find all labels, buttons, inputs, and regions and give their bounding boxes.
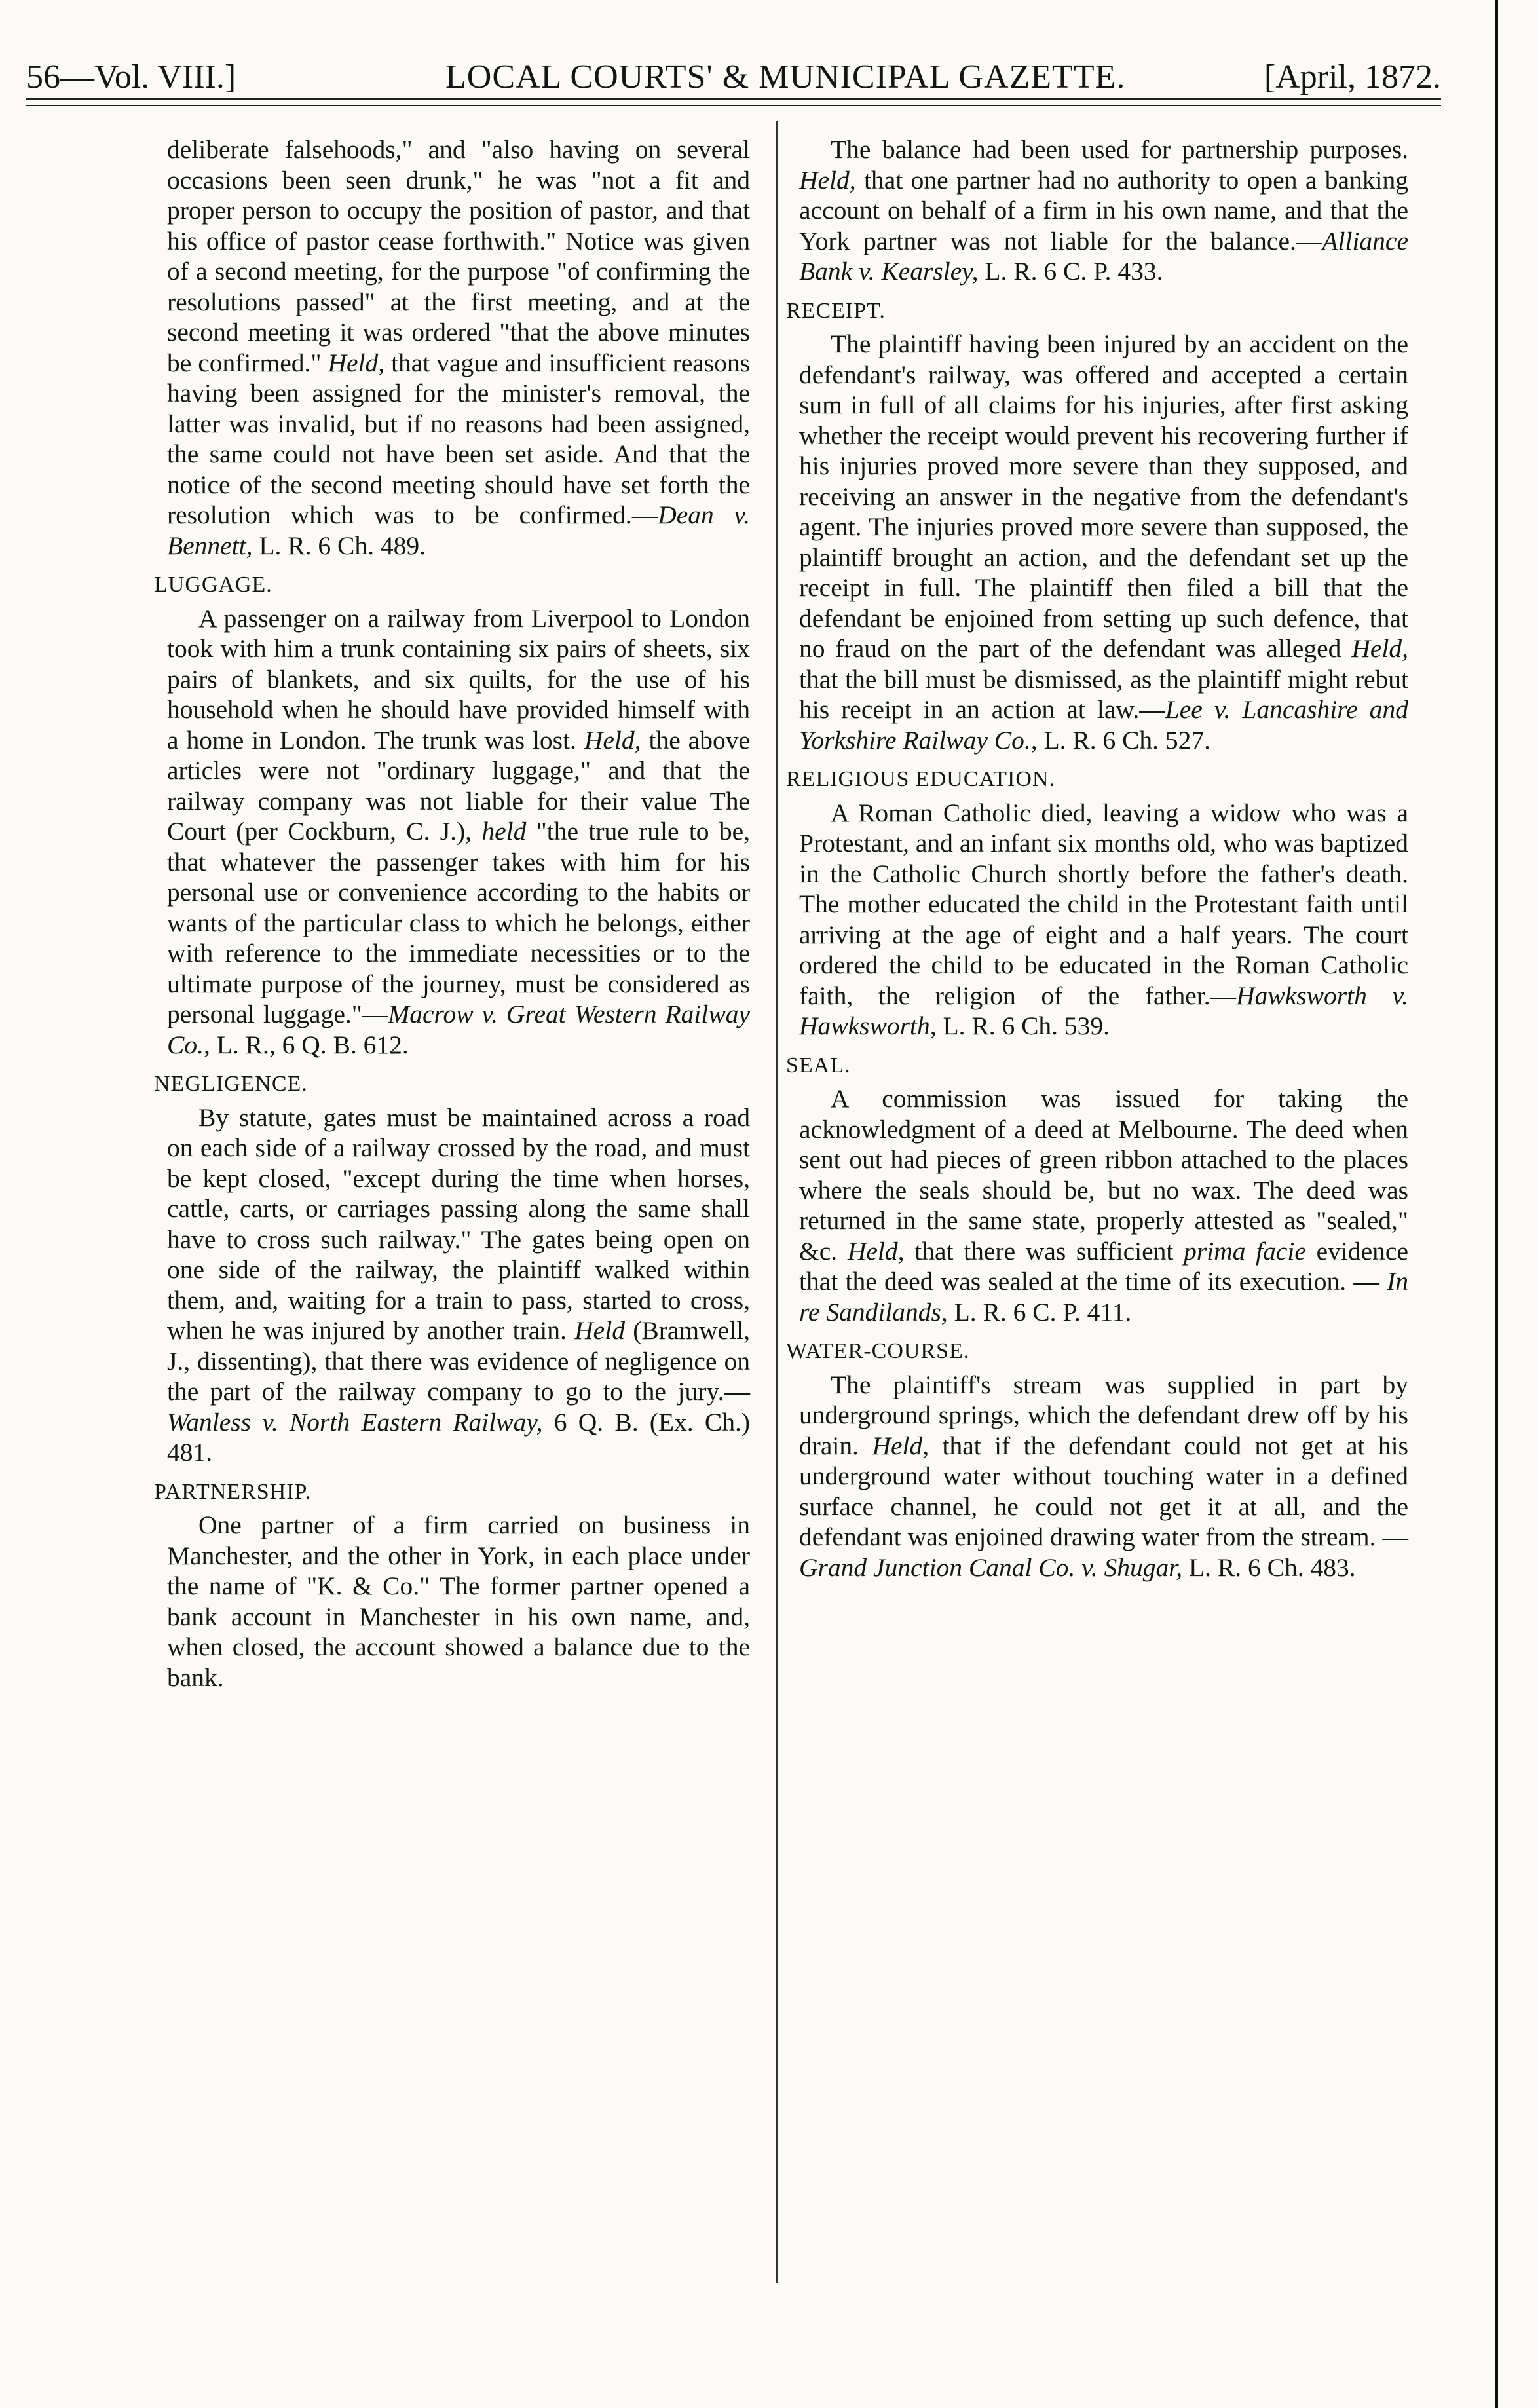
paragraph-text: One partner of a firm carried on business in Manchester, and the other in York, in each place under the name of "K. & Co." The former partner opened a bank account in Manchester in his own name, and, when closed, the account showed a balance due to the bank. — [167, 1511, 750, 1692]
latin-phrase: prima facie — [1184, 1236, 1306, 1266]
digest-paragraph — [799, 134, 1408, 287]
case-citation: 6 Q. B. (Ex. Ch.) 481. — [167, 1407, 751, 1467]
publication-title: LOCAL COURTS' & MUNICIPAL GAZETTE. — [445, 58, 1126, 96]
held-label: Held, — [799, 165, 856, 195]
case-name: Hawksworth v. Hawksworth, — [799, 981, 1408, 1040]
case-name: Wanless v. North Eastern Railway, — [167, 1407, 543, 1437]
paragraph-text: By statute, gates must be maintained across a road on each side of a railway crossed by the road, and must be kept closed, "except during the time when horses, cattle, carts, or carriages passing along the same shall have to cross such railway." The gates being open on one side of the railway, the plaintiff walked within them, and, waiting for a train to pass, started to cross, when he was injured by another train. — [167, 1102, 750, 1345]
case-name: Macrow v. Great Western Railway Co., — [167, 1000, 750, 1059]
case-name: Grand Junction Canal Co. v. Shugar, — [799, 1552, 1183, 1582]
section-heading-receipt: RECEIPT. — [786, 298, 886, 323]
digest-paragraph — [167, 1102, 750, 1468]
section-heading-negligence: NEGLIGENCE. — [154, 1072, 308, 1096]
case-citation: L. R., 6 Q. B. 612. — [216, 1030, 409, 1059]
section-heading-luggage: LUGGAGE. — [154, 573, 272, 597]
held-label: Held, — [1351, 634, 1409, 663]
issue-date: [April, 1872. — [1264, 58, 1441, 96]
header-rule-top — [26, 98, 1441, 100]
digest-paragraph — [799, 329, 1408, 755]
section-heading-partnership: PARTNERSHIP. — [154, 1479, 312, 1504]
header-rule-bottom — [26, 105, 1441, 106]
paragraph-text: (Bramwell, J., dissenting), that there was evidence of negligence on the part of the railway company to go to the jury.— — [167, 1316, 751, 1406]
case-name: Alliance Bank v. Kearsley, — [799, 226, 1408, 286]
page-header — [26, 58, 1441, 103]
paragraph-text: the above articles were not "ordinary luggage," and that the railway company was not liable for their value The Court (per Cockburn, C. J.), — [167, 725, 750, 846]
digest-paragraph — [799, 1370, 1408, 1583]
digest-paragraph — [167, 134, 750, 561]
case-name: In re Sandilands, — [799, 1267, 1408, 1326]
case-name: Lee v. Lancashire and Yorkshire Railway Co., — [799, 695, 1408, 755]
page-edge-line — [1495, 0, 1498, 2408]
paragraph-text: that if the defendant could not get at his underground water without touching water in a defined surface channel, he could not get it at all, and the defendant was enjoined drawing water from the stream. — — [799, 1431, 1409, 1551]
held-label: Held, — [328, 348, 385, 377]
case-citation: L. R. 6 C. P. 433. — [985, 257, 1163, 286]
held-label: Held — [574, 1316, 625, 1345]
paragraph-text: that vague and insufficient reasons having been assigned for the minister's removal, the latter was invalid, but if no reasons had been assigned, the same could not have been set aside. And that the notice of the second meeting should have set forth the resolution which was to be confirmed.— — [167, 348, 751, 529]
paragraph-text: "the true rule to be, that whatever the passenger takes with him for his personal use or convenience according to the habits or wants of the particular class to which he belongs, either with reference to the immediate necessities or to the ultimate purpose of the journey, must be considered as personal luggage."— — [167, 817, 751, 1028]
paragraph-text: deliberate falsehoods," and "also having on several occasions been seen drunk," he was "not a fit and proper person to occupy the position of pastor, and that his office of pastor cease forthwith." Notice was given of a second meeting, for the purpose "of confirming the resolutions passed" at the first meeting, and at the second meeting it was ordered "that the above minutes be confirmed." — [167, 135, 750, 377]
digest-paragraph — [167, 1510, 750, 1693]
section-heading-water-course: WATER-COURSE. — [786, 1339, 970, 1363]
paragraph-text: A commission was issued for taking the acknowledgment of a deed at Melbourne. The deed when sent out had pieces of green ribbon attached to the places where the seals should be, but no wax. The deed was returned in the same state, properly attested as "sealed," &c. — [799, 1084, 1408, 1266]
paragraph-text: The plaintiff's stream was supplied in part by underground springs, which the defendant drew off by his drain. — [799, 1370, 1408, 1460]
volume-page-number: 56—Vol. VIII.] — [26, 58, 236, 96]
held-label: held — [481, 817, 527, 846]
column-divider — [776, 121, 778, 2283]
paragraph-text: A passenger on a railway from Liverpool to London took with him a trunk containing six pairs of sheets, six pairs of blankets, and six quilts, for the use of his household when he should have provided himself with a home in London. The trunk was lost. — [167, 603, 750, 755]
held-label: Held, — [872, 1431, 929, 1460]
paragraph-text: that one partner had no authority to open a banking account on behalf of a firm in his own name, and that the York partner was not liable for the balance.— — [799, 165, 1409, 255]
held-label: Held, — [847, 1236, 905, 1266]
paragraph-text: that the bill must be dismissed, as the plaintiff might rebut his receipt in an action at law.— — [799, 664, 1408, 724]
digest-paragraph — [799, 1083, 1408, 1327]
paragraph-text: that there was sufficient — [914, 1236, 1174, 1266]
case-citation: L. R. 6 Ch. 483. — [1189, 1552, 1356, 1582]
case-name: Dean v. Bennett, — [167, 500, 750, 560]
paragraph-text: A Roman Catholic died, leaving a widow who was a Protestant, and an infant six months old, who was baptized in the Catholic Church shortly before the father's death. The mother educated the child in the Protestant faith until arriving at the age of eight and a half years. The court ordered the child to be educated in the Roman Catholic faith, the religion of the father.— — [799, 798, 1408, 1010]
case-citation: L. R. 6 C. P. 411. — [954, 1297, 1132, 1326]
digest-paragraph — [167, 603, 750, 1061]
paragraph-text: evidence that the deed was sealed at the time of its execution. — — [799, 1236, 1408, 1296]
case-citation: L. R. 6 Ch. 527. — [1043, 725, 1211, 755]
right-column — [786, 134, 1409, 1583]
paragraph-text: The balance had been used for partnership purposes. — [831, 135, 1408, 164]
held-label: Held, — [584, 725, 641, 755]
section-heading-religious-education: RELIGIOUS EDUCATION. — [786, 767, 1055, 791]
case-citation: L. R. 6 Ch. 489. — [259, 531, 426, 560]
paragraph-text: The plaintiff having been injured by an accident on the defendant's railway, was offered and accepted a certain sum in full of all claims for his injuries, after first asking whether the receipt would prevent his recovering further if his injuries proved more severe than they supposed, and receiving an answer in the negative from the defendant's agent. The injuries proved more severe than supposed, the plaintiff brought an action, and the defendant set up the receipt in full. The plaintiff then filed a bill that the defendant be enjoined from setting up such defence, that no fraud on the part of the defendant was alleged — [799, 329, 1408, 663]
left-column — [154, 134, 751, 1693]
digest-paragraph — [799, 798, 1408, 1042]
case-citation: L. R. 6 Ch. 539. — [943, 1011, 1110, 1040]
section-heading-seal: SEAL. — [786, 1053, 851, 1078]
